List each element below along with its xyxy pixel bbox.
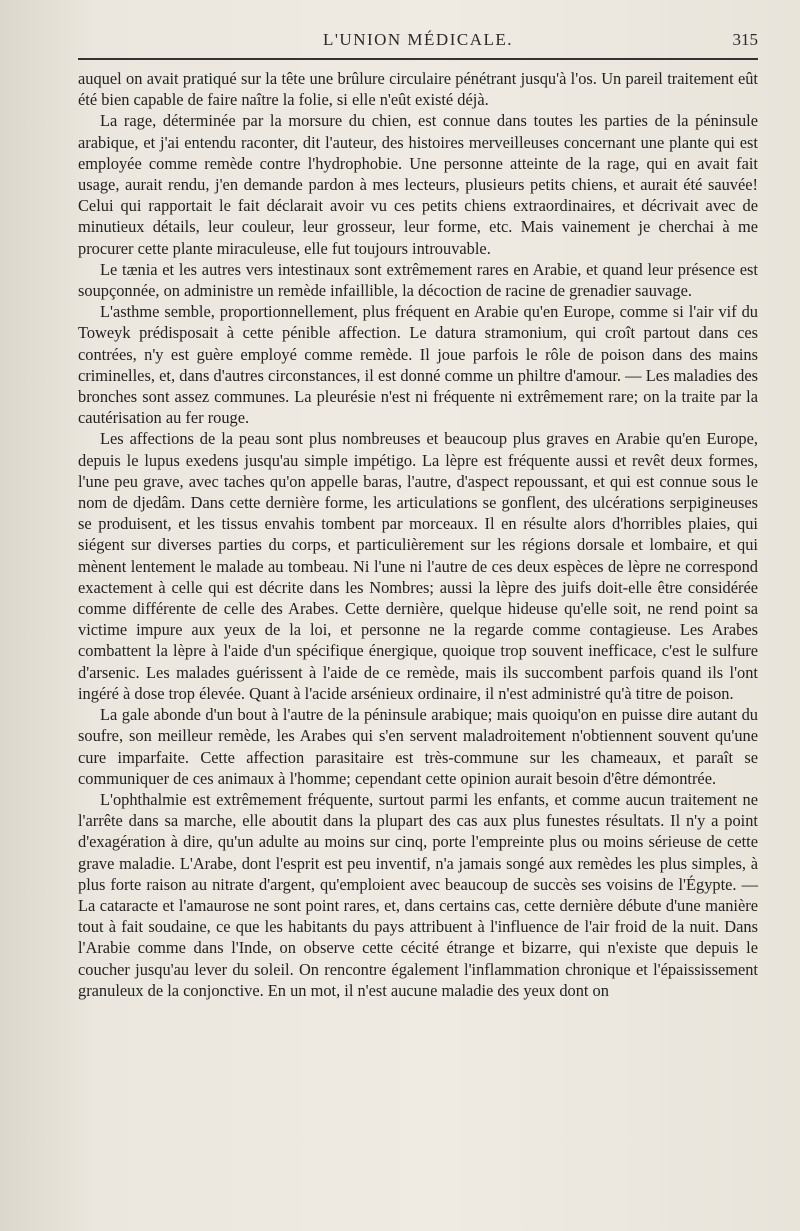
paragraph-ophthalmie: L'ophthalmie est extrêmement fréquente, surtout parmi les enfants, et comme aucun traitement ne l'arrête dans sa marche, elle aboutit dans la plupart des cas aux plus funestes résultats. Il n'y a point d'exagération à dire, qu'un adulte au moins sur cinq, porte l'empreinte plus ou moins sérieuse de cette grave maladie. L'Arabe, dont l'esprit est peu inventif, n'a jamais songé aux remèdes les plus simples, à plus forte raison au nitrate d'argent, qu'emploient avec beaucoup de succès ses voisins de l'Égypte. — La cataracte et l'amaurose ne sont point rares, et, dans certains cas, cette dernière débute d'une manière tout à fait soudaine, ce que les habitants du pays attribuent à l'influence de l'air froid de la nuit. Dans l'Arabie comme dans l'Inde, on observe cette cécité étrange et bizarre, qui n'existe que depuis le coucher jusqu'au lever du soleil. On rencontre également l'inflammation chronique et l'épaississement granuleux de la conjonctive. En un mot, il n'est aucune maladie des yeux dont on <box>78 789 758 1000</box>
paragraph-asthme: L'asthme semble, proportionnellement, plus fréquent en Arabie qu'en Europe, comme si l'air vif du Toweyk prédisposait à cette pénible affection. Le datura stramonium, qui croît partout dans ces contrées, n'y est guère employé comme remède. Il joue parfois le rôle de poison dans des mains criminelles, et, dans d'autres circonstances, il est donné comme un philtre d'amour. — Les maladies des bronches sont assez communes. La pleurésie n'est ni fréquente ni extrêmement rare; on la traite par la cautérisation au fer rouge. <box>78 302 758 428</box>
page-body <box>78 68 758 1001</box>
page-header <box>78 26 758 60</box>
paragraph-taenia: Le tænia et les autres vers intestinaux sont extrêmement rares en Arabie, et quand leur présence est soupçonnée, on administre un remède infaillible, la décoction de racine de grenadier sauvage. <box>78 259 758 301</box>
paragraph-gale: La gale abonde d'un bout à l'autre de la péninsule arabique; mais quoiqu'on en puisse dire autant du soufre, son meilleur remède, les Arabes qui s'en servent maladroitement n'obtiennent souvent qu'une cure imparfaite. Cette affection parasitaire est très-commune sur les chameaux, et paraît se communiquer de ces animaux à l'homme; cependant cette opinion aurait besoin d'être démontrée. <box>78 705 758 788</box>
page-number: 315 <box>732 30 758 49</box>
running-title: L'UNION MÉDICALE. <box>322 30 514 49</box>
paragraph-continuation: auquel on avait pratiqué sur la tête une brûlure circulaire pénétrant jusqu'à l'os. Un pareil traitement eût été bien capable de faire naître la folie, si elle n'eût existé déjà. <box>78 69 758 110</box>
paragraph-rage: La rage, déterminée par la morsure du chien, est connue dans toutes les parties de la péninsule arabique, et j'ai entendu raconter, dit l'auteur, des histoires merveilleuses concernant une plante qui est employée comme remède contre l'hydrophobie. Une personne atteinte de la rage, qui en avait fait usage, aurait rendu, j'en demande pardon à mes lecteurs, plusieurs petits chiens, et aurait été sauvée! Celui qui rapportait le fait déclarait avoir vu ces petits chiens extraordinaires, et décrivait avec de minutieux détails, leur couleur, leur grosseur, leur forme, etc. Mais vainement je cherchai à me procurer cette plante miraculeuse, elle fut toujours introuvable. <box>78 111 758 258</box>
paragraph-affections-peau: Les affections de la peau sont plus nombreuses et beaucoup plus graves en Arabie qu'en Europe, depuis le lupus exedens jusqu'au simple impétigo. La lèpre est fréquente aussi et revêt deux formes, l'une peu grave, avec taches qu'on appelle baras, l'autre, d'aspect repoussant, et qui est connue sous le nom de djedâm. Dans cette dernière forme, les articulations se gonflent, des ulcérations serpigineuses se produisent, et les tissus envahis tombent par morceaux. Il en résulte alors d'horribles plaies, qui siégent sur diverses parties du corps, et particulièrement sur les régions dorsale et lombaire, et qui mènent lentement le malade au tombeau. Ni l'une ni l'autre de ces deux espèces de lèpre ne correspond exactement à celle qui est décrite dans les Nombres; aussi la lèpre des juifs doit-elle être considérée comme différente de celle des Arabes. Cette dernière, quelque hideuse qu'elle soit, ne rend point sa victime impure aux yeux de la loi, et personne ne la regarde comme contagieuse. Les Arabes combattent la lèpre à l'aide d'un spécifique énergique, quoique trop souvent inefficace, c'est le sulfure d'arsenic. Les malades guérissent à l'aide de ce remède, mais ils succombent parfois quand ils l'ont ingéré à dose trop élevée. Quant à l'acide arsénieux ordinaire, il n'est administré qu'à titre de poison. <box>78 429 758 703</box>
